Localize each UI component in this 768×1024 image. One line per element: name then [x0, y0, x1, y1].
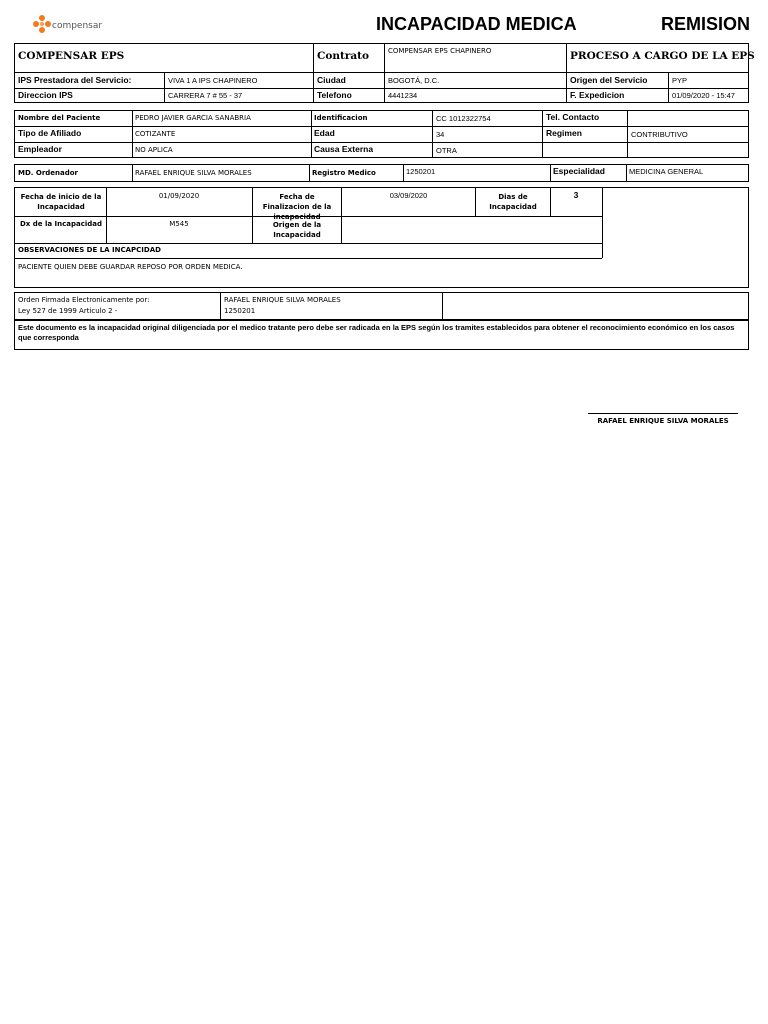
md-label: MD. Ordenador — [18, 169, 79, 177]
ips-value: VIVA 1 A IPS CHAPINERO — [168, 76, 258, 85]
registro-label: Registro Medico — [312, 169, 376, 177]
expedicion-value: 01/09/2020 - 15:47 — [672, 91, 735, 100]
tel-label: Tel. Contacto — [546, 112, 600, 122]
incapacidad-table — [14, 187, 749, 288]
causa-value: OTRA — [436, 146, 457, 155]
contrato-label: Contrato — [317, 50, 370, 62]
registro-value: 1250201 — [406, 167, 436, 176]
ips-label: IPS Prestadora del Servicio: — [18, 75, 132, 85]
telefono-label: Telefono — [317, 90, 352, 100]
disclaimer-text: Este documento es la incapacidad original diligenciada por el medico tratante pero debe ser radicada en la EPS según los tramites establecidos para obtener el reconocimiento económico en los casos que corresponda — [18, 323, 735, 342]
ips-info-table — [14, 72, 749, 103]
regimen-label: Regimen — [546, 128, 582, 138]
inicio-label: Fecha de inicio de la Incapacidad — [20, 193, 102, 211]
ident-value: CC 1012322754 — [436, 114, 491, 123]
edad-value: 34 — [436, 130, 445, 139]
eps-header-row — [14, 43, 755, 73]
firma-row — [14, 292, 749, 320]
orden-firmada-line1: Orden Firmada Electronicamente por: — [18, 296, 150, 304]
fin-label: Fecha de Finalizacion de la incapacidad — [262, 193, 332, 221]
expedicion-label: F. Expedicion — [570, 90, 625, 100]
compensar-logo-icon — [32, 14, 52, 36]
nombre-value: PEDRO JAVIER GARCIA SANABRIA — [135, 114, 251, 122]
dias-label: Dias de Incapacidad — [489, 193, 537, 211]
direccion-value: CARRERA 7 # 55 - 37 — [168, 91, 243, 100]
especialidad-label: Especialidad — [553, 166, 605, 176]
disclaimer-box — [14, 320, 749, 350]
ident-label: Identificacion — [314, 114, 368, 122]
doctor-info-row — [14, 164, 749, 182]
contrato-value: COMPENSAR EPS CHAPINERO — [388, 47, 492, 55]
observaciones-label: OBSERVACIONES DE LA INCAPCIDAD — [18, 246, 161, 254]
md-value: RAFAEL ENRIQUE SILVA MORALES — [135, 169, 252, 177]
dx-value: M545 — [169, 220, 189, 228]
signature-line — [588, 413, 738, 414]
compensar-logo — [32, 14, 112, 38]
patient-info-table — [14, 110, 749, 158]
especialidad-value: MEDICINA GENERAL — [629, 167, 704, 176]
regimen-value: CONTRIBUTIVO — [631, 130, 688, 139]
orden-firmada-line2: Ley 527 de 1999 Articulo 2 - — [18, 307, 118, 315]
causa-label: Causa Externa — [314, 144, 374, 154]
origen-servicio-label: Origen del Servicio — [570, 75, 648, 85]
document-title: INCAPACIDAD MEDICA — [376, 14, 577, 34]
ciudad-label: Ciudad — [317, 75, 346, 85]
proceso-label: PROCESO A CARGO DE LA EPS — [570, 50, 755, 62]
ciudad-value: BOGOTÁ, D.C. — [388, 76, 440, 85]
origen-servicio-value: PYP — [672, 76, 688, 85]
signature-name: RAFAEL ENRIQUE SILVA MORALES — [597, 417, 729, 425]
logo-text: compensar — [52, 21, 103, 31]
dias-value: 3 — [573, 190, 579, 200]
eps-name: COMPENSAR EPS — [18, 50, 125, 62]
direccion-label: Direccion IPS — [18, 90, 73, 100]
empleador-label: Empleador — [18, 144, 62, 154]
empleador-value: NO APLICA — [135, 146, 173, 154]
remision-title: REMISION — [661, 14, 751, 34]
firma-medico-name: RAFAEL ENRIQUE SILVA MORALES — [224, 296, 341, 304]
edad-label: Edad — [314, 128, 335, 138]
firma-medico-registro: 1250201 — [224, 307, 256, 315]
inicio-value: 01/09/2020 — [158, 192, 200, 200]
origen-incapacidad-label: Origen de la Incapacidad — [272, 221, 322, 239]
observaciones-value: PACIENTE QUIEN DEBE GUARDAR REPOSO POR ORDEN MEDICA. — [18, 263, 243, 271]
dx-label: Dx de la Incapacidad — [19, 220, 102, 228]
fin-value: 03/09/2020 — [389, 191, 428, 200]
telefono-value: 4441234 — [388, 91, 418, 100]
tipo-label: Tipo de Afiliado — [18, 128, 82, 138]
nombre-label: Nombre del Paciente — [18, 114, 101, 122]
tipo-value: COTIZANTE — [135, 130, 176, 138]
